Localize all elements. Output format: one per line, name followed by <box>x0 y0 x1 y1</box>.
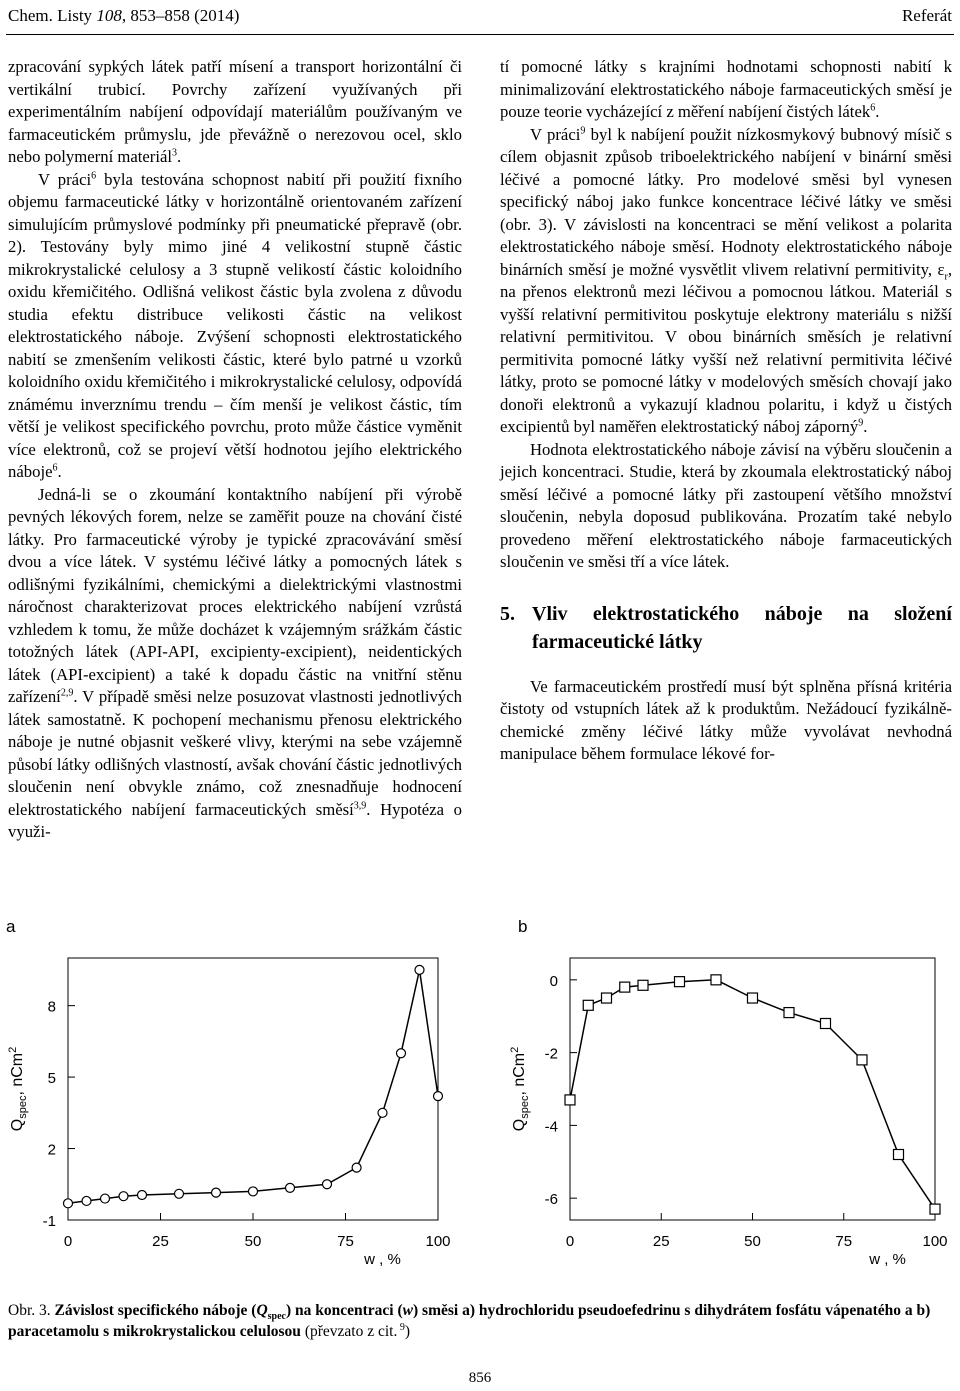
data-point <box>602 993 612 1003</box>
section-heading: 5. Vliv elektrostatického náboje na složení farmaceutické látky <box>500 602 952 653</box>
data-point <box>620 982 630 992</box>
data-point <box>583 1000 593 1010</box>
data-point <box>138 1190 147 1199</box>
x-tick-label: 0 <box>63 1233 73 1250</box>
y-tick-label: 0 <box>549 972 558 990</box>
data-point <box>565 1095 575 1105</box>
header-rule <box>6 34 954 35</box>
x-tick-label: 0 <box>565 1233 575 1250</box>
y-tick-label: -4 <box>544 1118 558 1136</box>
chart-a-svg <box>0 900 470 1280</box>
data-point <box>64 1199 73 1208</box>
panel-label: a <box>6 917 16 936</box>
data-point <box>175 1189 184 1198</box>
data-point <box>286 1183 295 1192</box>
y-tick-label: 8 <box>47 998 56 1016</box>
y-tick-label: -6 <box>544 1191 558 1209</box>
data-point <box>857 1055 867 1065</box>
paragraph: V práci$^6$ byla testována schopnost nabití při použití fixního objemu farmaceutické látky v horizontálně orientovaném zařízení simulujícím průmyslové podmínky při pneumatické přepravě (obr. 2). Testovány byly mimo jiné 4 velikostní stupně částic mikrokrystalické celulosy a 3 stupně velikostí částic koloidního oxidu křemičitého. Odlišná velikost částic byla zvolena z důvodu studia efektu distribuce velikosti částic na velikost elektrostatického náboje. Zvýšení schopnosti elektrostatického nabití se zmenšením velikosti částic, které bylo patrné u vzorků koloidního oxidu křemičitého i mikrokrystalické celulosy, odpovídá známému inverznímu trendu – čím menší je velikost částic, tím větší je velikost specifického povrchu, proto může částice vyměnit více elektronů, což se projeví větší hodnotou jejího elektrického náboje$^6$. <box>8 169 462 481</box>
data-point <box>119 1192 128 1201</box>
page-number: 856 <box>468 1370 492 1386</box>
y-axis-label: $Q_{spec}$, nCm$^2$ <box>7 1046 29 1132</box>
chart-a <box>0 900 470 1280</box>
data-point <box>711 975 721 985</box>
x-axis-label: w , % <box>364 1251 401 1268</box>
x-tick-label: 50 <box>244 1233 262 1250</box>
x-tick-label: 25 <box>652 1233 670 1250</box>
chart-b <box>490 900 960 1280</box>
paragraph: Jedná-li se o zkoumání kontaktního nabíjení při výrobě pevných lékových forem, nelze se zaměřit pouze na chování čisté látky. Pro farmaceutické výroby je typické zpracovávání směsí dvou a více látek. V systému léčivé látky a pomocných látek s odlišnými fyzikálními, chemickými a dielektrickými vlastnostmi náročnost charakterizovat proces elektrického nabíjení vzrůstá vzhledem k tomu, že může docházet k vzájemným srážkám částic totožných látek (API-API, excipienty-excipient), neidentických látek (API-excipient) a také k dopadu částic na vnitřní stěnu zařízení$^{2,9}$. V případě směsi nelze posuzovat vlastnosti jednotlivých látek samostatně. K pochopení mechanismu přenosu elektrického náboje je nutné objasnit veškeré vlivy, kterými na sebe vzájemně působí látky odlišných vlastností, avšak chování částic jednotlivých sloučenin není obvykle známo, což znesnadňuje hodnocení elektrostatického nabíjení farmaceutických směsí$^{3,9}$. Hypotéza o využi- <box>8 484 462 841</box>
data-point <box>638 980 648 990</box>
x-tick-label: 100 <box>922 1233 948 1250</box>
journal-pages: , 853–858 (2014) <box>121 6 240 25</box>
section-type: Referát <box>901 6 952 25</box>
right-column <box>500 56 952 766</box>
figure-caption: Obr. 3. Závislost specifického náboje $(Q_{spec})$ na koncentraci (w) směsi a) hydrochloridu pseudoefedrinu s dihydrátem fosfátu vápenatého a b) paracetamolu s mikrokrystalickou celulosou (převzato z cit. $^9$) <box>8 1302 931 1340</box>
data-point <box>397 1049 406 1058</box>
data-point <box>894 1150 904 1160</box>
y-tick-label: 2 <box>47 1141 56 1159</box>
data-point <box>930 1204 940 1214</box>
journal-name: Chem. Listy <box>8 6 97 25</box>
data-point <box>82 1196 91 1205</box>
plot-frame <box>68 958 438 1220</box>
y-tick-label: -1 <box>42 1213 56 1230</box>
data-point <box>748 993 758 1003</box>
y-tick-label: 5 <box>47 1070 56 1088</box>
paragraph: Hodnota elektrostatického náboje závisí na výběru sloučenin a jejich koncentraci. Studie, která by zkoumala elektrostatický náboj směsí léčivé a pomocné látky při zastoupení většího množství sloučenin, nebyla doposud publikována. Prozatím také nebylo provedeno měření elektrostatického náboje farmaceutických sloučenin ve směsi tří a více látek. <box>500 439 952 571</box>
data-point <box>434 1092 443 1101</box>
data-point <box>212 1188 221 1197</box>
journal-volume: 108 <box>96 6 122 25</box>
x-tick-label: 100 <box>425 1233 451 1250</box>
paragraph: V práci$^9$ byl k nabíjení použit nízkosmykový bubnový mísič s cílem objasnit způsob triboelektrického nabíjení v binární směsi léčivé a pomocné látky. Pro modelové směsi byl vynesen specifický náboj jako funkce koncentrace léčivé látky ve směsi (obr. 3). V závislosti na koncentraci se mění velikost a polarita elektrostatického náboje směsí. Hodnoty elektrostatického náboje binárních směsí je možné vysvětlit vlivem relativní permitivity, $\varepsilon_r$, na přenos elektronů mezi léčivou a pomocnou látkou. Materiál s vyšší relativní permitivitou poskytuje elektrony materiálu s nižší relativní permitivitou. V obou binárních směsích je relativní permitivita pomocné látky vyšší než relativní permitivita léčivé látky, proto se pomocné látky v modelových směsích chovají jako donoři elektronů a vykazují kladnou polaritu, i když u čistých excipientů byl naměřen elektrostatický náboj záporný$^9$. <box>500 124 952 436</box>
paragraph: Ve farmaceutickém prostředí musí být splněna přísná kritéria čistoty od vstupních látek až k produktům. Nežádoucí fyzikálně-chemické změny léčivé látky může vyvolávat nevhodná manipulace během formulace lékové for- <box>500 676 952 763</box>
x-tick-label: 75 <box>337 1233 354 1250</box>
y-tick-label: -2 <box>544 1045 558 1063</box>
panel-label: b <box>518 917 528 936</box>
left-column <box>8 56 462 844</box>
journal-header <box>8 6 239 26</box>
x-tick-label: 75 <box>835 1233 853 1250</box>
x-tick-label: 50 <box>744 1233 761 1250</box>
x-tick-label: 25 <box>152 1233 169 1250</box>
data-point <box>378 1108 387 1117</box>
data-point <box>784 1008 794 1018</box>
paragraph: tí pomocné látky s krajními hodnotami schopnosti nabití k minimalizování elektrostatického náboje farmaceutických směsí je pouze teorie vycházející z měření nabíjení čistých látek$^6$. <box>500 57 952 121</box>
data-point <box>415 965 424 974</box>
series-line <box>570 980 935 1209</box>
chart-b-svg <box>490 900 960 1280</box>
data-point <box>821 1019 831 1029</box>
data-point <box>101 1194 110 1203</box>
series-line <box>68 970 438 1203</box>
data-point <box>323 1180 332 1189</box>
paragraph: zpracování sypkých látek patří mísení a transport horizontální či vertikální trubicí. Povrchy zařízení využívaných při experimentálním nabíjení odpovídají materiálům používaným ve farmaceutickém průmyslu, jde převážně o nerezovou ocel, sklo nebo polymerní materiál$^3$. <box>8 57 462 166</box>
data-point <box>352 1163 361 1172</box>
y-axis-label: $Q_{spec}$, nCm$^2$ <box>509 1046 531 1132</box>
data-point <box>675 977 685 987</box>
data-point <box>249 1187 258 1196</box>
x-axis-label: w , % <box>869 1251 906 1268</box>
